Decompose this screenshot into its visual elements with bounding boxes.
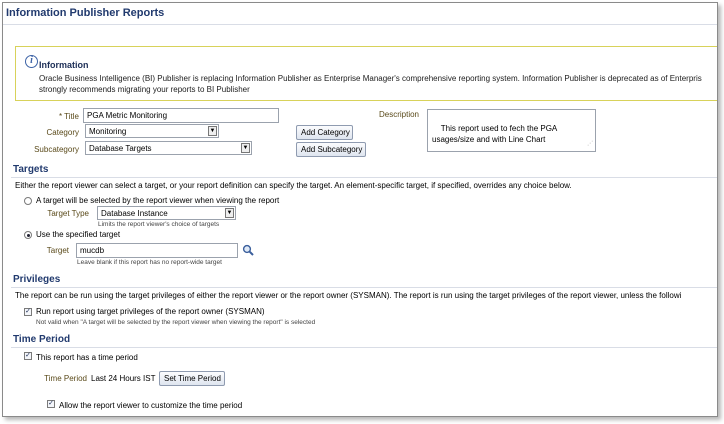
privileges-heading: Privileges	[13, 274, 61, 285]
run-as-owner-label: Run report using target privileges of the report owner (SYSMAN)	[36, 307, 265, 316]
info-icon: i	[25, 55, 38, 68]
radio-use-specified-target[interactable]	[24, 231, 32, 239]
has-time-period-label: This report has a time period	[36, 353, 138, 362]
time-period-value: Last 24 Hours IST	[91, 374, 156, 383]
time-period-heading: Time Period	[13, 334, 71, 345]
subcategory-selected-value: Database Targets	[89, 144, 152, 153]
page-title: Information Publisher Reports	[6, 7, 165, 19]
check-icon: ✓	[25, 308, 31, 315]
target-type-label: Target Type	[47, 209, 89, 218]
targets-heading: Targets	[13, 164, 49, 175]
privileges-intro: The report can be run using the target privileges of either the report viewer or the report owner (SYSMAN). The report is run using the target privileges of the report viewer, unless the followi	[15, 291, 682, 300]
radio-specified-label: Use the specified target	[36, 230, 121, 239]
check-icon: ✓	[48, 400, 54, 407]
subcategory-select[interactable]	[85, 141, 252, 155]
targets-intro: Either the report viewer can select a target, or your report definition can specify the target. An element-specific target, if specified, overrides any choice below.	[15, 181, 572, 190]
info-line-2: strongly recommends migrating your reports to BI Publisher	[39, 85, 250, 94]
has-time-period-checkbox[interactable]	[24, 352, 32, 360]
target-input[interactable]: mucdb	[76, 243, 238, 258]
subcategory-label: Subcategory	[34, 145, 79, 154]
required-mark: *	[58, 112, 63, 121]
information-message-box	[15, 46, 718, 101]
target-type-select[interactable]	[97, 206, 236, 220]
set-time-period-button[interactable]: Set Time Period	[159, 371, 225, 386]
allow-customize-checkbox[interactable]	[47, 400, 55, 408]
privileges-divider	[11, 287, 718, 288]
add-subcategory-button[interactable]: Add Subcategory	[296, 142, 366, 157]
target-type-selected-value: Database Instance	[101, 209, 168, 218]
description-label: Description	[378, 110, 419, 119]
chevron-down-icon: ▼	[226, 210, 233, 216]
radio-viewer-label: A target will be selected by the report viewer when viewing the report	[36, 196, 280, 205]
radio-viewer-selects-target[interactable]	[24, 197, 32, 205]
run-as-owner-checkbox[interactable]	[24, 308, 32, 316]
check-icon: ✓	[25, 352, 31, 359]
category-label: Category	[46, 128, 79, 137]
target-type-hint: Limits the report viewer's choice of targets	[98, 221, 220, 228]
target-hint: Leave blank if this report has no report-wide target	[77, 259, 222, 266]
targets-divider	[11, 177, 718, 178]
info-line-1: Oracle Business Intelligence (BI) Publisher is replacing Information Publisher as Enterprise Manager's comprehensive reporting system. Information Publisher is deprecated as of Enterpris	[39, 74, 702, 83]
allow-customize-label: Allow the report viewer to customize the time period	[59, 401, 243, 410]
description-text: This report used to fech the PGA usages/size and with Line Chart	[432, 124, 558, 144]
time-period-label: Time Period	[44, 374, 87, 383]
category-selected-value: Monitoring	[89, 127, 127, 136]
title-label: * Title	[58, 112, 79, 121]
time-period-divider	[11, 347, 718, 348]
title-divider	[3, 24, 718, 25]
add-category-button[interactable]: Add Category	[296, 125, 353, 140]
chevron-down-icon: ▼	[209, 128, 216, 134]
run-as-owner-hint: Not valid when "A target will be selected by the report viewer when viewing the report" is selected	[36, 319, 316, 326]
info-text	[39, 73, 718, 95]
resize-grip-icon[interactable]: ⋰	[587, 141, 593, 147]
target-label: Target	[46, 246, 69, 255]
report-editor-window	[2, 2, 718, 417]
title-input[interactable]: PGA Metric Monitoring	[83, 108, 279, 123]
description-textarea[interactable]	[427, 109, 596, 152]
info-heading: Information	[39, 60, 89, 70]
search-icon[interactable]	[242, 244, 254, 256]
chevron-down-icon: ▼	[242, 145, 249, 151]
category-select[interactable]	[85, 124, 219, 138]
